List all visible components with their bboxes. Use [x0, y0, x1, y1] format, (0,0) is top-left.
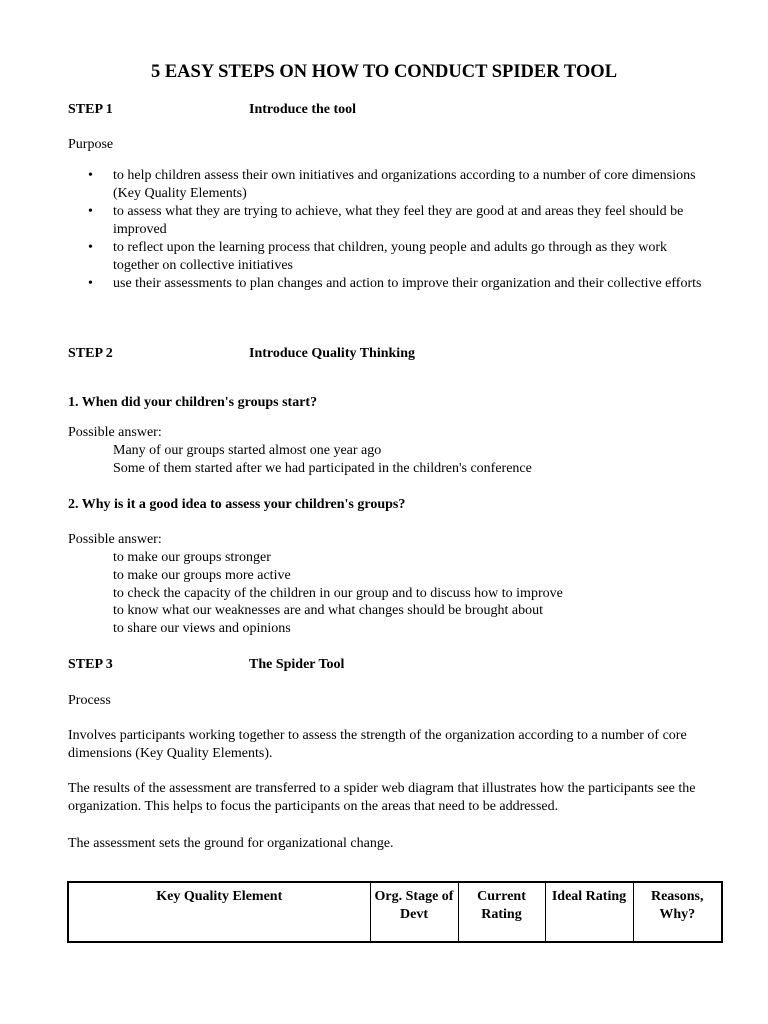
column-header: Reasons, Why?: [633, 882, 722, 942]
list-item: to make our groups stronger: [113, 550, 271, 565]
question-1: 1. When did your children's groups start?: [68, 395, 318, 410]
list-item: Some of them started after we had participated in the children's conference: [113, 460, 532, 476]
step3-heading: The Spider Tool: [249, 657, 345, 672]
possible-answer-label: Possible answer:: [68, 532, 162, 547]
column-header: Current Rating: [458, 882, 545, 942]
bullet-icon: •: [88, 276, 93, 291]
list-item: to share our views and opinions: [113, 621, 291, 637]
bullet-text: to reflect upon the learning process that children, young people and adults go through as they work together on collective initiatives: [113, 240, 668, 273]
paragraph: The results of the assessment are transferred to a spider web diagram that illustrates how the participants see the organization. This helps to focus the participants on the areas that need to be addressed.: [68, 781, 696, 814]
list-item: to check the capacity of the children in our group and to discuss how to improve: [113, 585, 563, 601]
purpose-label: Purpose: [68, 137, 114, 152]
key-quality-table: [67, 881, 723, 943]
document-title: 5 EASY STEPS ON HOW TO CONDUCT SPIDER TOOL: [150, 62, 618, 82]
question-2: 2. Why is it a good idea to assess your children's groups?: [68, 497, 406, 512]
question-1-answers: [113, 442, 532, 478]
step3-label: STEP 3: [68, 657, 113, 672]
step2-label: STEP 2: [68, 346, 113, 361]
paragraph: Involves participants working together to assess the strength of the organization according to a number of core dimensions (Key Quality Elements).: [68, 728, 687, 761]
possible-answer-label: Possible answer:: [68, 425, 162, 440]
question-2-answers: [113, 549, 563, 638]
list-item: to know what our weaknesses are and what changes should be brought about: [113, 603, 544, 619]
bullet-text: use their assessments to plan changes and action to improve their organization and their collective efforts: [113, 276, 702, 291]
list-item: [68, 275, 708, 293]
paragraph: The assessment sets the ground for organizational change.: [68, 836, 394, 851]
column-header: Key Quality Element: [68, 882, 370, 942]
purpose-bullet-list: [68, 167, 708, 293]
table-header-row: [68, 882, 722, 942]
column-header: Org. Stage of Devt: [370, 882, 458, 942]
list-item: [68, 239, 708, 275]
bullet-text: to help children assess their own initiatives and organizations according to a number of core dimensions (Key Quality Elements): [113, 168, 696, 201]
list-item: Many of our groups started almost one year ago: [113, 443, 382, 458]
step2-heading: Introduce Quality Thinking: [249, 346, 415, 361]
column-header: Ideal Rating: [545, 882, 633, 942]
step1-heading: Introduce the tool: [249, 102, 357, 117]
bullet-icon: •: [88, 240, 93, 255]
bullet-icon: •: [88, 168, 93, 183]
bullet-icon: •: [88, 204, 93, 219]
process-label: Process: [68, 693, 111, 708]
bullet-text: to assess what they are trying to achieve, what they feel they are good at and areas they feel should be improved: [113, 204, 684, 237]
step1-label: STEP 1: [68, 102, 113, 117]
list-item: [68, 203, 708, 239]
list-item: [68, 167, 708, 203]
list-item: to make our groups more active: [113, 567, 291, 583]
